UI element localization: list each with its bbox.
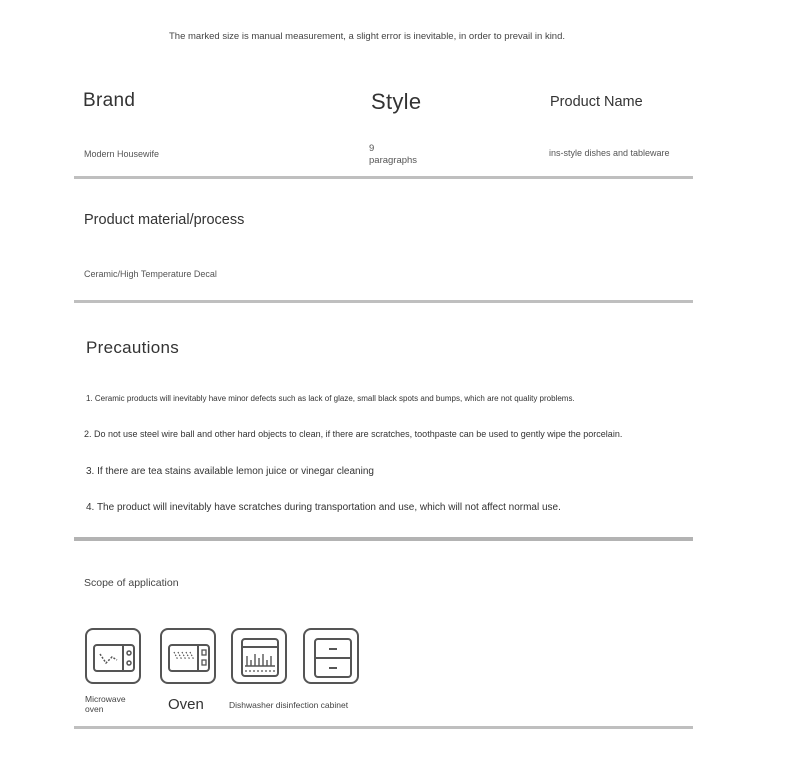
- divider-material: [74, 300, 693, 303]
- scope-title: Scope of application: [84, 577, 179, 589]
- scope-label-cabinet-text: disinfection cabinet: [275, 700, 349, 710]
- oven-icon: [160, 628, 216, 684]
- material-value: Ceramic/High Temperature Decal: [84, 269, 217, 279]
- precaution-item: 3. If there are tea stains available lemon juice or vinegar cleaning: [86, 466, 374, 477]
- style-label: Style: [371, 89, 422, 114]
- divider-precautions: [74, 537, 693, 541]
- disinfection-cabinet-icon: [303, 628, 359, 684]
- scope-label-microwave: Microwave oven: [85, 694, 126, 714]
- precautions-title: Precautions: [86, 338, 180, 357]
- scope-label-dishwasher-text: Dishwasher: [229, 700, 274, 710]
- microwave-icon: [85, 628, 141, 684]
- precaution-item: 2. Do not use steel wire ball and other hard objects to clean, if there are scratches, toothpaste can be used to gently wipe the porcelain.: [84, 429, 623, 439]
- scope-label-dishwasher: [229, 700, 348, 710]
- divider-specs: [74, 176, 693, 179]
- dishwasher-icon: [231, 628, 287, 684]
- precaution-item: 4. The product will inevitably have scratches during transportation and use, which will not affect normal use.: [86, 502, 561, 513]
- divider-scope: [74, 726, 693, 729]
- material-label: Product material/process: [84, 212, 245, 228]
- style-value: 9 paragraphs: [369, 143, 418, 166]
- size-disclaimer: The marked size is manual measurement, a slight error is inevitable, in order to prevail in kind.: [169, 31, 566, 42]
- brand-label: Brand: [83, 90, 136, 111]
- brand-value: Modern Housewife: [84, 149, 160, 159]
- precaution-item: 1. Ceramic products will inevitably have minor defects such as lack of glaze, small black spots and bumps, which are not quality problems.: [86, 394, 575, 403]
- product-name-value: ins-style dishes and tableware: [549, 148, 670, 158]
- product-name-label: Product Name: [550, 94, 643, 110]
- scope-label-oven: Oven: [168, 696, 204, 713]
